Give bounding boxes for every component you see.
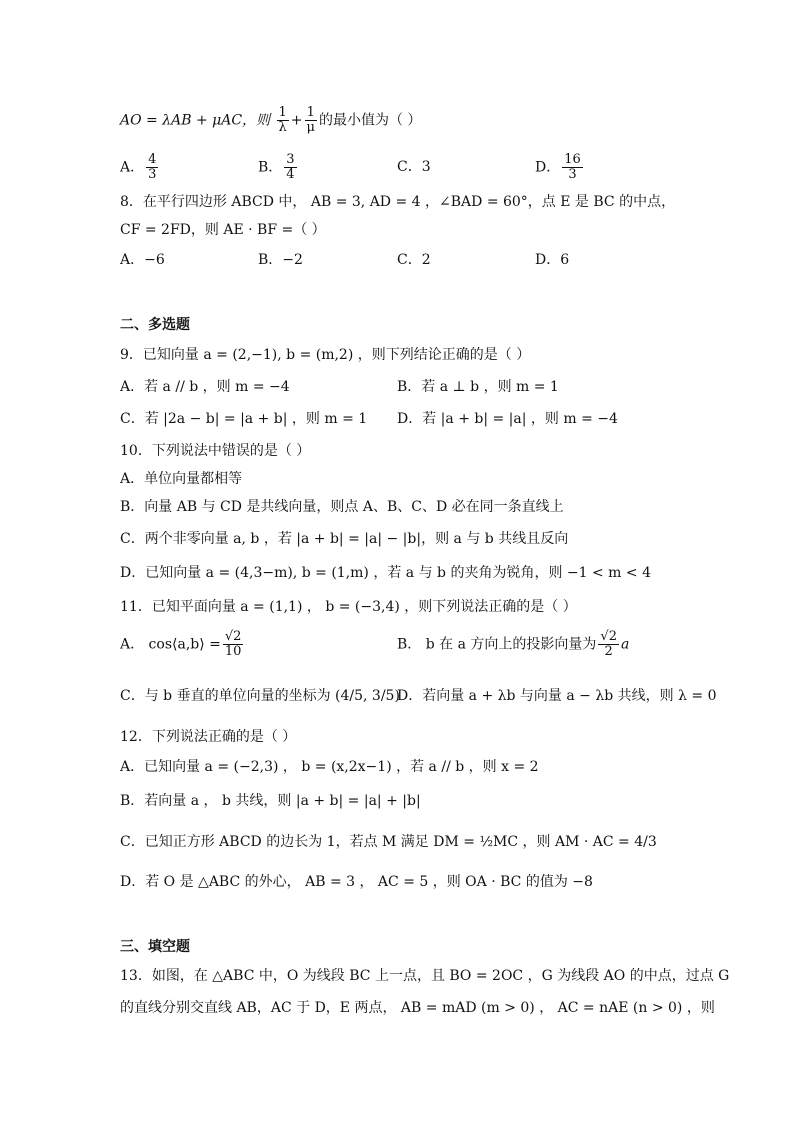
q11-option-c: C．与 b 垂直的单位向量的坐标为 (4/5, 3/5) <box>120 688 400 704</box>
q13-line1: 13．如图，在 △ABC 中，O 为线段 BC 上一点，且 BO = 2OC ，G 为线段 AO 的中点，过点 G <box>120 968 730 984</box>
q7-frac-lambda: $\frac{1}{\lambda}$ <box>278 105 287 135</box>
q9-option-d: D．若 |a + b| = |a| ，则 m = −4 <box>397 411 618 427</box>
q9-option-b: B．若 a ⊥ b ，则 m = 1 <box>397 379 559 395</box>
q10-option-c: C．两个非零向量 a, b ，若 |a + b| = |a| − |b|，则 a 与 b 共线且反向 <box>120 531 569 547</box>
q9-option-c: C．若 |2a − b| = |a + b| ，则 m = 1 <box>120 411 368 427</box>
q11-option-d: D．若向量 a + λb 与向量 a − λb 共线，则 λ = 0 <box>397 688 717 704</box>
q12-option-b: B．若向量 a ， b 共线，则 |a + b| = |a| + |b| <box>120 793 421 809</box>
q7-option-c: C．3 <box>397 159 431 175</box>
q7-tail: 的最小值为（ ） <box>318 112 422 129</box>
q7-stem: AO = λAB + μAC，则 $\frac{1}{\lambda}$ + $\frac{1}{\mu}$ 的最小值为（ ） <box>120 105 422 135</box>
q7-option-a: A． $\frac{4}{3}$ <box>120 152 157 182</box>
q9-option-a: A．若 a // b ，则 m = −4 <box>120 379 290 395</box>
q12-stem: 12．下列说法正确的是（ ） <box>120 729 297 745</box>
q11-option-a: A． cos⟨a,b⟩ = $\frac{√2}{10}$ <box>120 629 242 659</box>
q13-line2: 的直线分别交直线 AB，AC 于 D，E 两点， AB = mAD (m > 0) ， AC = nAE (n > 0) ，则 <box>120 1000 715 1016</box>
q8-option-c: C．2 <box>397 252 431 268</box>
q8-option-d: D．6 <box>535 252 570 268</box>
q12-option-a: A．已知向量 a = (−2,3) ， b = (x,2x−1) ，若 a // b ，则 x = 2 <box>120 759 539 775</box>
q10-stem: 10．下列说法中错误的是（ ） <box>120 443 311 459</box>
q8-line2: CF = 2FD，则 AE · BF =（ ） <box>120 222 326 238</box>
q11-option-b: B． b 在 a 方向上的投影向量为 $\frac{√2}{2}$ a <box>397 629 630 659</box>
q11-stem: 11．已知平面向量 a = (1,1) ， b = (−3,4) ，则下列说法正确的是（ ） <box>120 599 577 615</box>
q8-line1: 8．在平行四边形 ABCD 中， AB = 3, AD = 4 ，∠BAD = 60°，点 E 是 BC 的中点， <box>120 194 676 210</box>
q8-option-b: B．−2 <box>258 252 303 268</box>
q9-stem: 9．已知向量 a = (2,−1), b = (m,2) ，则下列结论正确的是（ ） <box>120 347 531 363</box>
section-title-fill: 三、填空题 <box>120 939 190 955</box>
q7-prefix: AO = λAB + μAC，则 <box>120 112 271 129</box>
q8-option-a: A．−6 <box>120 252 165 268</box>
q12-option-c: C．已知正方形 ABCD 的边长为 1，若点 M 满足 DM = ½MC ，则 AM · AC = 4/3 <box>120 834 657 850</box>
q10-option-d: D．已知向量 a = (4,3−m), b = (1,m) ，若 a 与 b 的夹角为锐角，则 −1 < m < 4 <box>120 565 651 581</box>
q7-option-d: D． $\frac{16}{3}$ <box>535 152 581 182</box>
q12-option-d: D．若 O 是 △ABC 的外心， AB = 3 ， AC = 5 ，则 OA · BC 的值为 −8 <box>120 874 593 890</box>
section-title-multi: 二、多选题 <box>120 317 190 333</box>
q7-frac-mu: $\frac{1}{\mu}$ <box>306 105 315 135</box>
q10-option-a: A．单位向量都相等 <box>120 471 243 487</box>
q10-option-b: B．向量 AB 与 CD 是共线向量，则点 A、B、C、D 必在同一条直线上 <box>120 499 564 515</box>
q7-option-b: B． $\frac{3}{4}$ <box>258 152 295 182</box>
